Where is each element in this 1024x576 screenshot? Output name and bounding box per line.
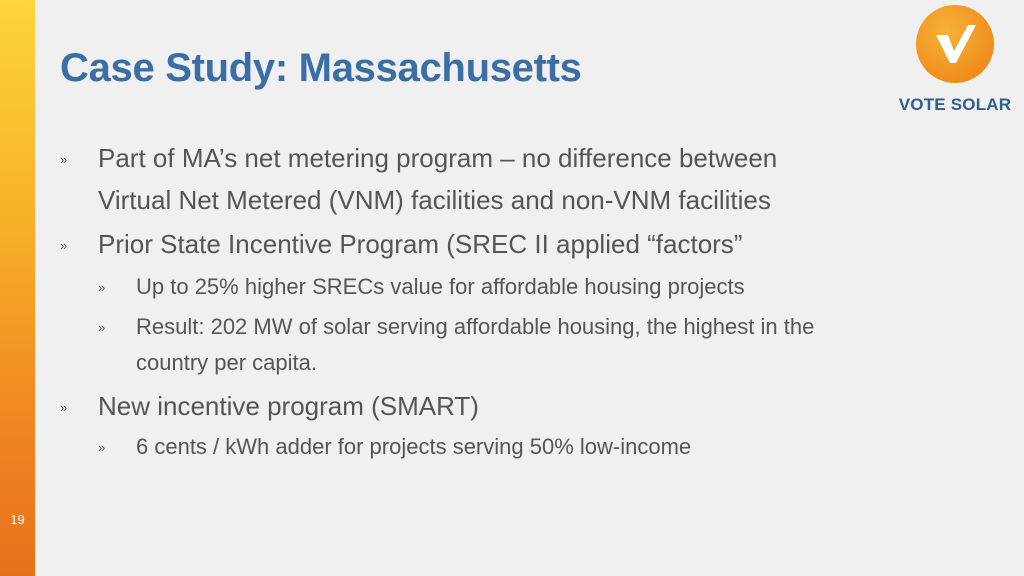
slide-number: 19: [10, 512, 25, 527]
bullet-marker: »: [98, 320, 106, 335]
bullet-text-line: Prior State Incentive Program (SREC II applied “factors”: [98, 229, 743, 259]
bullet-text-line: Up to 25% higher SRECs value for affordable housing projects: [136, 274, 745, 299]
bullet-text-line: Result: 202 MW of solar serving affordable housing, the highest in the: [136, 314, 815, 339]
bullet-marker: »: [60, 238, 68, 253]
logo-wordmark: VOTE SOLAR: [898, 95, 1012, 114]
bullet-text-line: Part of MA’s net metering program – no difference between: [98, 143, 778, 173]
bullet-marker: »: [60, 152, 68, 167]
side-accent-bar: [0, 0, 35, 576]
bullet-text-line: Virtual Net Metered (VNM) facilities and non-VNM facilities: [98, 185, 771, 215]
bullet-marker: »: [60, 400, 68, 415]
bullet-text-line: New incentive program (SMART): [98, 391, 479, 421]
vote-solar-logo: [890, 5, 1020, 117]
bullet-marker: »: [98, 280, 106, 295]
bullet-marker: »: [98, 440, 106, 455]
bullet-text-line: country per capita.: [136, 350, 317, 375]
slide-title: Case Study: Massachusetts: [60, 46, 582, 90]
bullet-text-line: 6 cents / kWh adder for projects serving 50% low-income: [136, 434, 692, 459]
checkmark-icon: [916, 5, 994, 83]
